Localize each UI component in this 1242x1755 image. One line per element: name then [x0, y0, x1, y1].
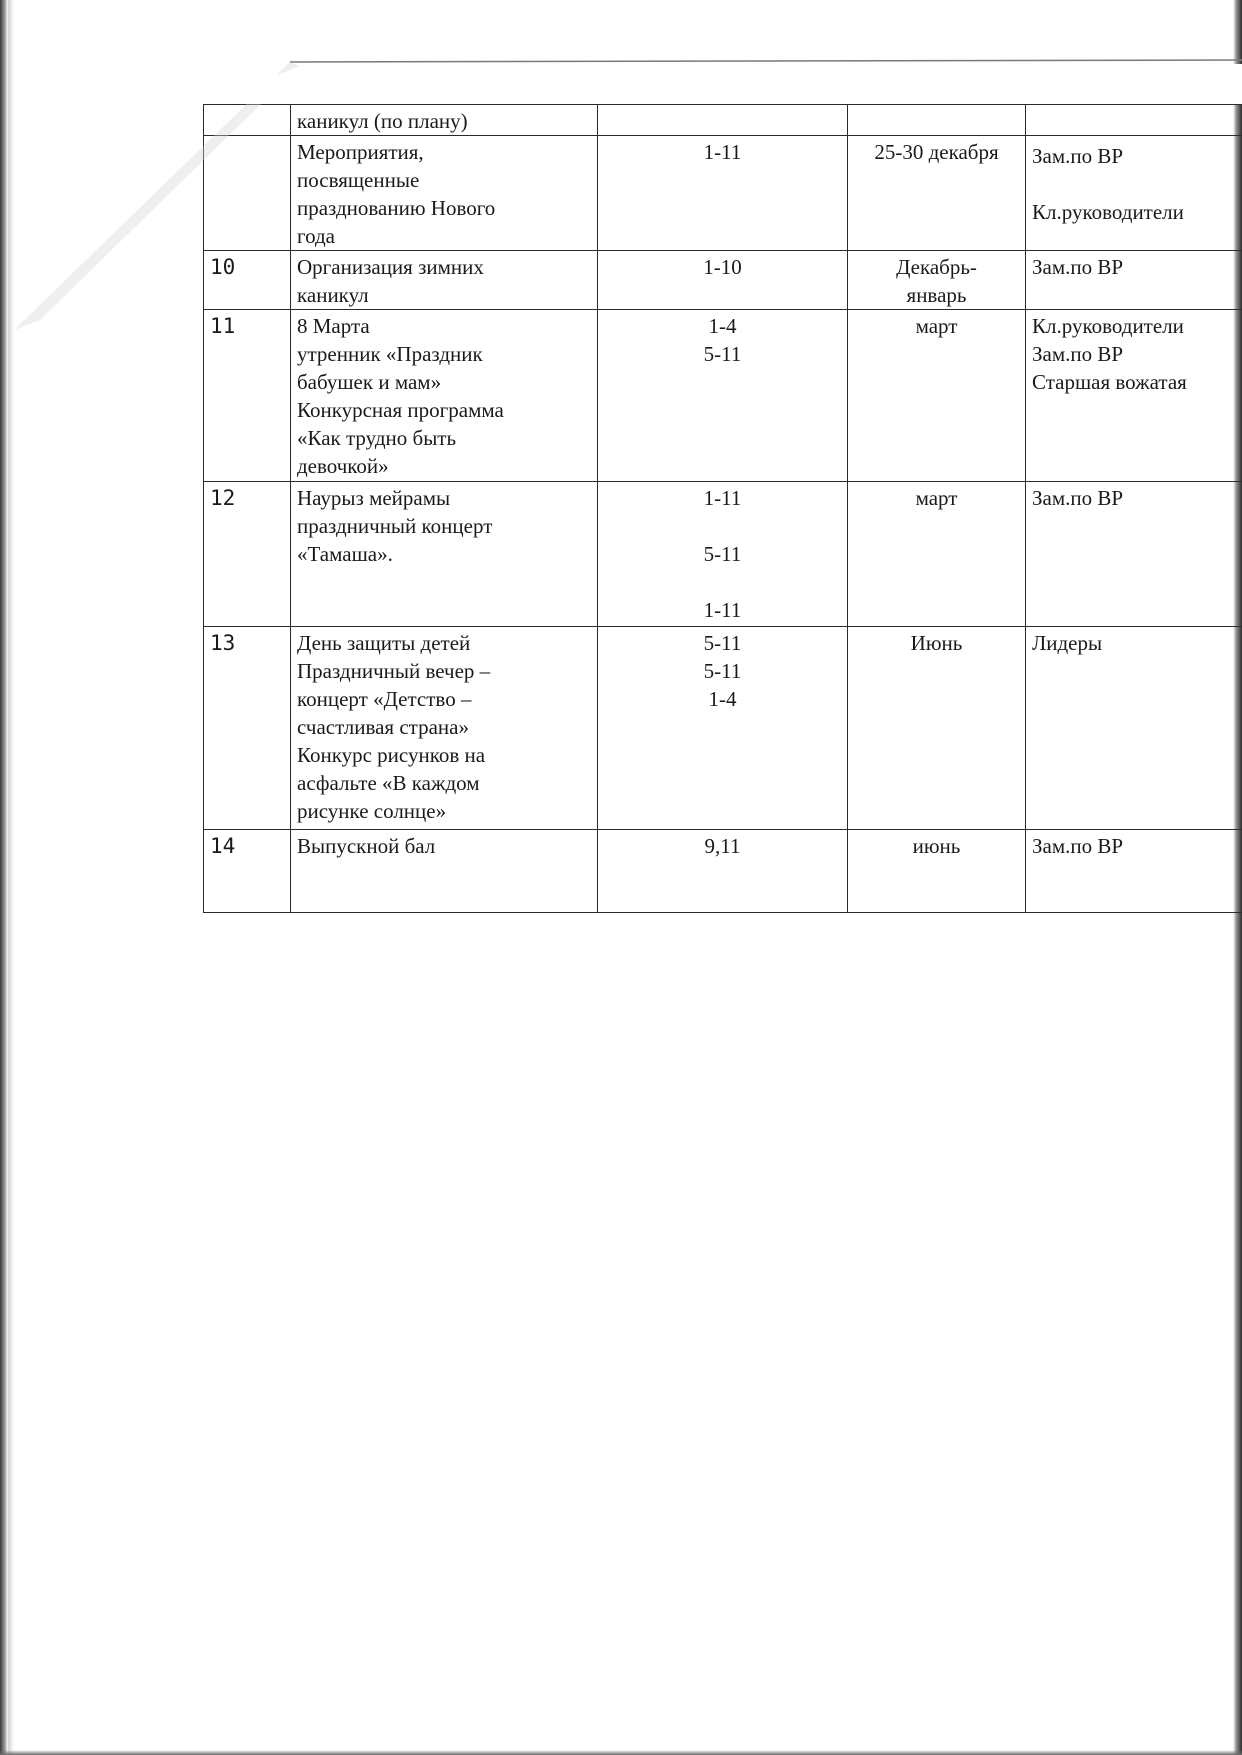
event-line: Наурыз мейрамы	[297, 486, 451, 510]
grades-line: 1-11	[703, 140, 742, 164]
date-line: март	[915, 486, 958, 510]
responsible-line: Лидеры	[1032, 631, 1103, 655]
row-number: 11	[204, 310, 291, 482]
grades-line: 1-4	[708, 314, 737, 338]
responsible-line: Кл.руководители	[1032, 200, 1184, 224]
event-line: каникул	[297, 283, 369, 307]
event-line: Мероприятия,	[297, 140, 424, 164]
grades-line: 1-11	[703, 486, 742, 510]
event-line: посвященные	[297, 168, 420, 192]
event-line: День защиты детей	[297, 631, 471, 655]
event-line: праздничный концерт	[297, 514, 493, 538]
responsible-line: Старшая вожатая	[1032, 370, 1187, 394]
grades-line: 1-10	[703, 255, 742, 279]
event-line: асфальте «В каждом	[297, 771, 480, 795]
event-line: концерт «Детство –	[297, 687, 472, 711]
fold-cover	[205, 64, 1242, 104]
event-line: Конкурсная программа	[297, 398, 504, 422]
grades-line: 1-11	[703, 598, 742, 622]
event-line: счастливая страна»	[297, 715, 469, 739]
event-line: Организация зимних	[297, 255, 484, 279]
responsible-line: Зам.по ВР	[1032, 255, 1124, 279]
date-line: март	[915, 314, 958, 338]
grades-line: 5-11	[703, 342, 742, 366]
responsible-line: Зам.по ВР	[1032, 144, 1124, 168]
date-line: Декабрь-	[896, 255, 977, 279]
responsible-line: Кл.руководители	[1032, 314, 1184, 338]
grades-line: 9,11	[704, 834, 741, 858]
event-line: года	[297, 224, 335, 248]
fold-top-line	[290, 60, 1242, 62]
event-line: утренник «Праздник	[297, 342, 483, 366]
responsible-line: Зам.по ВР	[1032, 486, 1124, 510]
event-line: бабушек и мам»	[297, 370, 442, 394]
grades-line: 5-11	[703, 659, 742, 683]
grades-line: 5-11	[703, 631, 742, 655]
date-line: июнь	[912, 834, 961, 858]
event-line: празднованию Нового	[297, 196, 496, 220]
date-line: Июнь	[910, 631, 963, 655]
row-number: 13	[204, 627, 291, 830]
responsible-line: Зам.по ВР	[1032, 834, 1124, 858]
event-line: Конкурс рисунков на	[297, 743, 486, 767]
responsible-line: Зам.по ВР	[1032, 342, 1124, 366]
event-line: 8 Марта	[297, 314, 370, 338]
row-number: 12	[204, 482, 291, 627]
event-line: «Как трудно быть	[297, 426, 457, 450]
row-number: 14	[204, 830, 291, 913]
event-line: каникул (по плану)	[297, 109, 468, 133]
event-line: девочкой»	[297, 454, 389, 478]
grades-line: 5-11	[703, 542, 742, 566]
grades-line: 1-4	[708, 687, 737, 711]
date-line: январь	[906, 283, 967, 307]
event-line: рисунке солнце»	[297, 799, 447, 823]
row-number: 10	[204, 251, 291, 310]
event-line: Выпускной бал	[297, 834, 436, 858]
event-line: Праздничный вечер –	[297, 659, 491, 683]
event-line: «Тамаша».	[297, 542, 393, 566]
date-line: 25-30 декабря	[874, 140, 999, 164]
